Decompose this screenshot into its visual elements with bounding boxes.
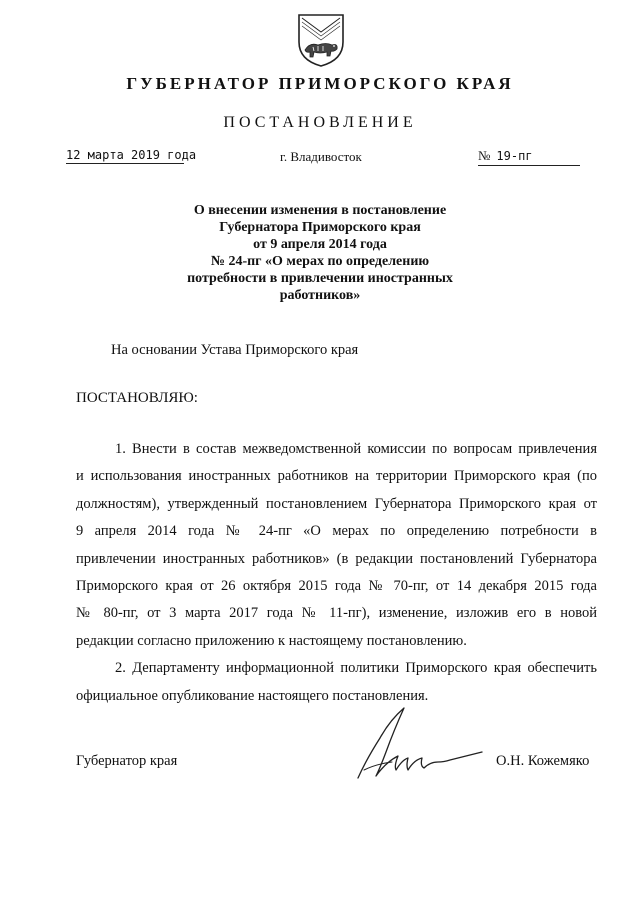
title-line: работников» — [279, 288, 361, 303]
body-line: 9 апреля 2014 года № 24-пг «О мерах по определению потребности в — [76, 523, 597, 540]
document-body — [76, 436, 597, 710]
body-line: должностям), утвержденный постановлением Губернатора Приморского края от — [76, 495, 597, 512]
title-line: О внесении изменения в постановление — [193, 203, 447, 218]
body-line: Приморского края от 26 октября 2015 года № 70-пг, от 14 декабря 2015 года — [76, 578, 597, 595]
signature-icon — [346, 700, 486, 790]
legal-basis: На основании Устава Приморского края — [111, 342, 359, 358]
org-title: ГУБЕРНАТОР ПРИМОРСКОГО КРАЯ — [126, 74, 514, 93]
coat-of-arms-icon — [296, 12, 346, 68]
body-line: официальное опубликование настоящего постановления. — [76, 687, 429, 704]
body-line: и использования иностранных работников на территории Приморского края (по — [76, 468, 597, 485]
document-number: 19-пг — [496, 149, 533, 163]
body-line: № 80-пг, от 3 марта 2017 года № 11-пг), изменение, изложив его в новой — [76, 605, 597, 622]
decree-heading: ПОСТАНОВЛЯЮ: — [76, 390, 198, 406]
title-line: от 9 апреля 2014 года — [253, 237, 387, 252]
signer-name: О.Н. Кожемяко — [496, 753, 590, 769]
title-line: Губернатора Приморского края — [219, 220, 421, 235]
signer-position: Губернатор края — [76, 753, 178, 769]
document-number-field — [478, 148, 580, 166]
document-date: 12 марта 2019 года — [66, 148, 197, 162]
title-line: потребности в привлечении иностранных — [187, 271, 453, 286]
body-line: привлечении иностранных работников» (в редакции постановлений Губернатора — [76, 550, 597, 567]
body-line: 1. Внести в состав межведомственной комиссии по вопросам привлечения — [115, 441, 597, 457]
title-line: № 24-пг «О мерах по определению — [210, 254, 430, 269]
document-title — [170, 202, 470, 304]
body-line: редакции согласно приложению к настоящему постановлению. — [76, 632, 467, 649]
number-prefix: № — [478, 148, 491, 163]
body-line: 2. Департаменту информационной политики Приморского края обеспечить — [115, 660, 597, 677]
document-city: г. Владивосток — [280, 149, 362, 164]
document-type: ПОСТАНОВЛЕНИЕ — [223, 114, 417, 131]
